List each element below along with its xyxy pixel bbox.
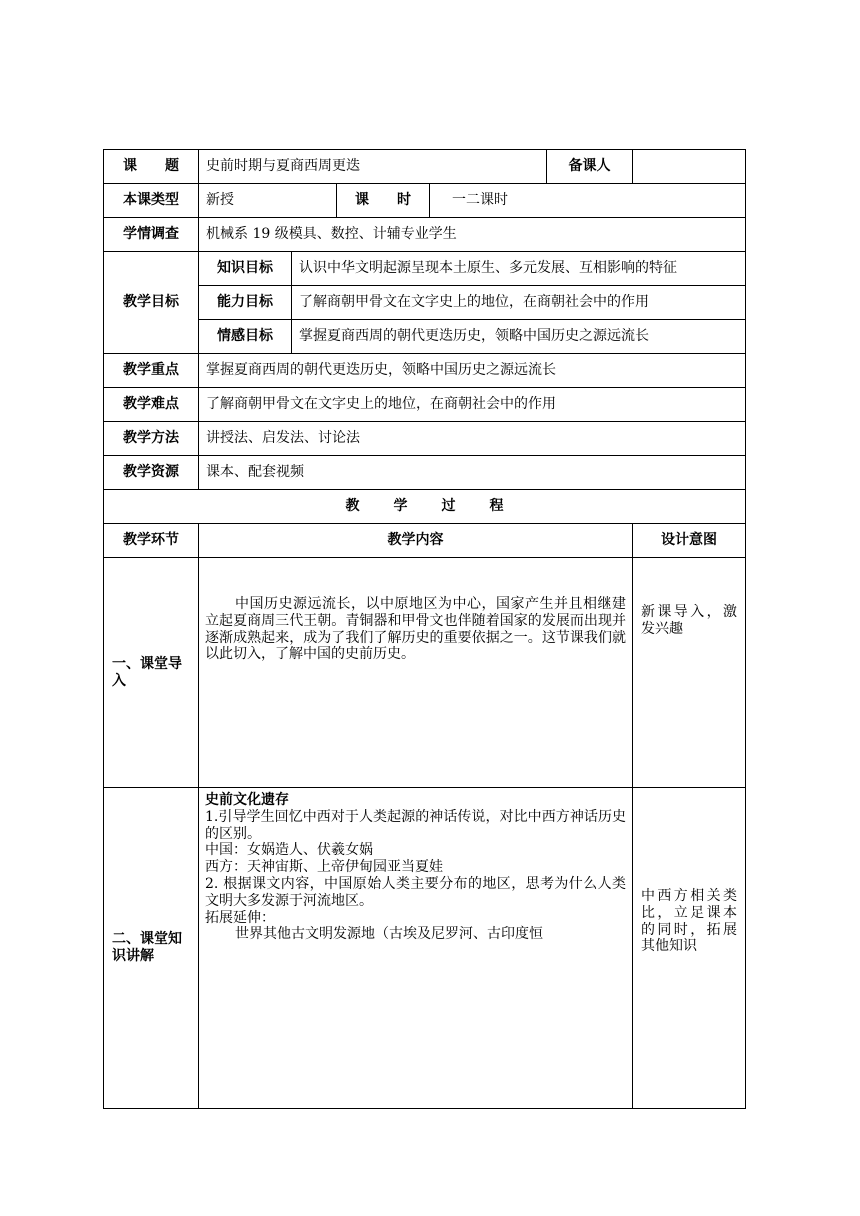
goal-knowledge-text: 认识中华文明起源呈现本土原生、多元发展、互相影响的特征 xyxy=(292,252,746,286)
row-process-title xyxy=(104,490,746,524)
row-type xyxy=(104,184,746,218)
survey-value: 机械系 19 级模具、数控、计辅专业学生 xyxy=(199,218,746,252)
hours-label: 课 时 xyxy=(337,184,430,218)
row-method xyxy=(104,422,746,456)
lecture-extend-label: 拓展延伸： xyxy=(205,909,275,926)
lecture-item-1: 1.引导学生回忆中西对于人类起源的神话传说，对比中西方神话历史的区别。 xyxy=(205,808,626,842)
row-goal-emotion xyxy=(104,320,746,354)
intro-paragraph: 中国历史源远流长，以中原地区为中心，国家产生并且相继建立起夏商周三代王朝。青铜器和甲骨文也伴随着国家的发展而出现并逐渐成熟起来，成为了我们了解历史的重要依据之一。这节课我们就以此切入，了解中国的史前历史。 xyxy=(205,596,626,663)
row-topic xyxy=(104,150,746,184)
hours-value: 一二课时 xyxy=(430,184,746,218)
row-difficulty xyxy=(104,388,746,422)
lecture-subheading: 史前文化遗存 xyxy=(205,792,289,808)
preparer-value xyxy=(633,150,746,184)
stage-lecture-intent: 中西方相关类比，立足课本的同时，拓展其他知识 xyxy=(633,788,746,1109)
preparer-label: 备课人 xyxy=(547,150,633,184)
col-content-header: 教学内容 xyxy=(199,524,633,558)
resource-value: 课本、配套视频 xyxy=(199,456,746,490)
type-label: 本课类型 xyxy=(104,184,199,218)
goal-ability-label: 能力目标 xyxy=(199,286,292,320)
difficulty-value: 了解商朝甲骨文在文字史上的地位，在商朝社会中的作用 xyxy=(199,388,746,422)
col-stage-header: 教学环节 xyxy=(104,524,199,558)
stage-lecture-content xyxy=(199,788,633,1109)
method-label: 教学方法 xyxy=(104,422,199,456)
survey-label: 学情调查 xyxy=(104,218,199,252)
row-process-header xyxy=(104,524,746,558)
stage-lecture-name: 二、课堂知识讲解 xyxy=(104,788,199,1109)
difficulty-label: 教学难点 xyxy=(104,388,199,422)
row-key xyxy=(104,354,746,388)
row-survey xyxy=(104,218,746,252)
stage-intro-content xyxy=(199,558,633,788)
goals-label: 教学目标 xyxy=(104,252,199,354)
goal-emotion-text: 掌握夏商西周的朝代更迭历史，领略中国历史之源远流长 xyxy=(292,320,746,354)
topic-value: 史前时期与夏商西周更迭 xyxy=(199,150,547,184)
row-stage-lecture xyxy=(104,788,746,1109)
topic-label: 课 题 xyxy=(104,150,199,184)
key-value: 掌握夏商西周的朝代更迭历史，领略中国历史之源远流长 xyxy=(199,354,746,388)
stage-intro-name: 一、课堂导入 xyxy=(104,558,199,788)
key-label: 教学重点 xyxy=(104,354,199,388)
row-goal-ability xyxy=(104,286,746,320)
lesson-plan-table xyxy=(103,149,746,1109)
lecture-item-2: 2. 根据课文内容，中国原始人类主要分布的地区，思考为什么人类文明大多发源于河流地区。 xyxy=(205,875,626,909)
lecture-china: 中国：女娲造人、伏羲女娲 xyxy=(205,842,373,859)
lecture-west: 西方：天神宙斯、上帝伊甸园亚当夏娃 xyxy=(205,859,443,876)
row-goal-knowledge xyxy=(104,252,746,286)
method-value: 讲授法、启发法、讨论法 xyxy=(199,422,746,456)
stage-intro-intent: 新课导入，激发兴趣 xyxy=(633,558,746,788)
lecture-extend-text: 世界其他古文明发源地（古埃及尼罗河、古印度恒 xyxy=(235,926,543,943)
goal-ability-text: 了解商朝甲骨文在文字史上的地位，在商朝社会中的作用 xyxy=(292,286,746,320)
col-intent-header: 设计意图 xyxy=(633,524,746,558)
type-value: 新授 xyxy=(199,184,337,218)
row-resource xyxy=(104,456,746,490)
resource-label: 教学资源 xyxy=(104,456,199,490)
goal-emotion-label: 情感目标 xyxy=(199,320,292,354)
process-title: 教学过程 xyxy=(104,490,746,524)
goal-knowledge-label: 知识目标 xyxy=(199,252,292,286)
row-stage-intro xyxy=(104,558,746,788)
